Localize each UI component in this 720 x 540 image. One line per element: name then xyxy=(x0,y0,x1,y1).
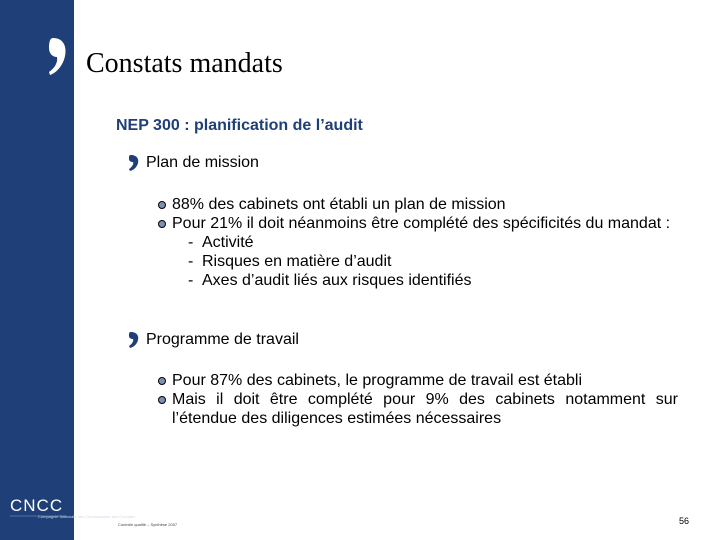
section-heading-text: Programme de travail xyxy=(146,331,299,348)
bullet-list-programme xyxy=(158,371,678,428)
section-heading xyxy=(128,331,688,349)
sub-item-text: Activité xyxy=(202,234,254,251)
dash-marker: - xyxy=(188,272,194,289)
bullet-dot-icon xyxy=(158,220,166,228)
sub-list-item xyxy=(172,233,678,252)
sub-list-item xyxy=(172,252,678,271)
list-item xyxy=(158,214,678,290)
sub-list-item xyxy=(172,271,678,290)
dash-marker: - xyxy=(188,234,194,251)
sub-item-text: Risques en matière d’audit xyxy=(202,253,392,270)
section-plan-de-mission xyxy=(128,154,688,172)
bullet-dot-icon xyxy=(158,201,166,209)
list-item xyxy=(158,371,678,390)
bullet-list-plan xyxy=(158,195,678,290)
dash-marker: - xyxy=(188,253,194,270)
logo-text: CNCC xyxy=(10,496,64,515)
section-programme-de-travail xyxy=(128,331,688,349)
logo-subtext: Compagnie Nationale des Commissaires aux Comptes xyxy=(38,514,136,519)
bullet-text: Pour 87% des cabinets, le programme de travail est établi xyxy=(172,372,582,389)
slide-title: Constats mandats xyxy=(86,48,283,79)
bullet-dot-icon xyxy=(158,396,166,404)
list-item xyxy=(158,390,678,428)
list-item xyxy=(158,195,678,214)
sub-item-text: Axes d’audit liés aux risques identifiés xyxy=(202,272,472,289)
section-mark-icon xyxy=(128,331,140,349)
bullet-text: Pour 21% il doit néanmoins être complété des spécificités du mandat : xyxy=(172,215,671,232)
section-heading-text: Plan de mission xyxy=(146,154,259,171)
bullet-text: 88% des cabinets ont établi un plan de mission xyxy=(172,196,506,213)
slide-subtitle: NEP 300 : planification de l’audit xyxy=(116,117,363,134)
title-quote-mark-icon xyxy=(47,36,69,76)
bullet-dot-icon xyxy=(158,377,166,385)
bullet-text: Mais il doit être complété pour 9% des cabinets notamment sur l’étendue des diligences estimées nécessaires xyxy=(172,391,678,427)
section-mark-icon xyxy=(128,154,140,172)
section-heading xyxy=(128,154,688,172)
sub-list xyxy=(172,233,678,290)
page-number: 56 xyxy=(679,516,690,526)
footer-text: Contrôle qualité – Synthèse 2007 xyxy=(118,522,178,527)
